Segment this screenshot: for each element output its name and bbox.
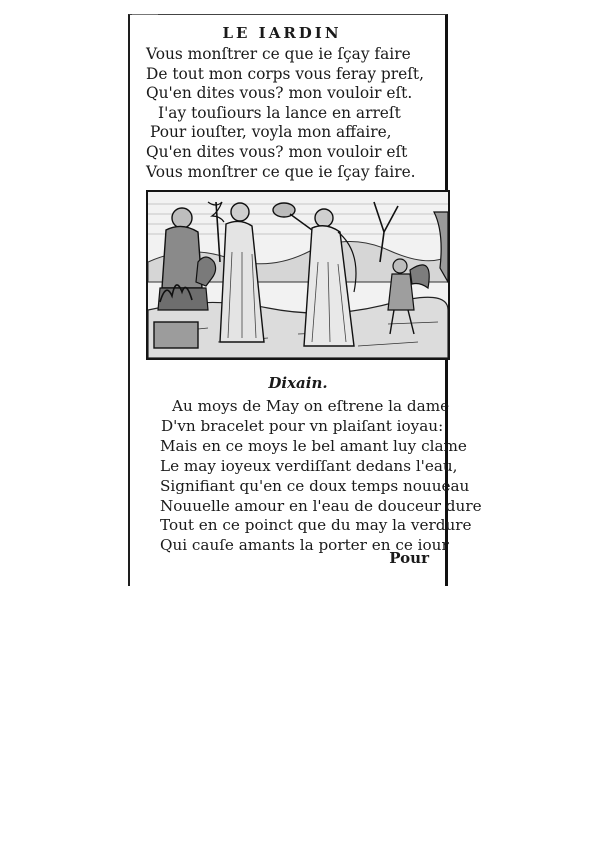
verse-line: Qu'en dites vous? mon vouloir eſt.: [146, 84, 413, 103]
verse-line: Qui cauſe amants la porter en ce iour: [160, 536, 449, 555]
verse-line: Vous monſtrer ce que ie ſçay faire: [146, 45, 411, 63]
verse-line: Mais en ce moys le bel amant luy clame: [160, 436, 467, 455]
verse-line: De tout mon corps vous feray preſt,: [146, 64, 425, 83]
verse-line: Pour iouſter, voyla mon affaire,: [150, 123, 392, 142]
verse-line: Qu'en dites vous? mon vouloir eſt: [146, 142, 408, 161]
verse-line: Signifiant qu'en ce doux temps nouueau: [160, 476, 470, 495]
verse-line: Le may ioyeux verdiſſant dedans l'eau,: [160, 456, 458, 475]
top-verse: [146, 45, 424, 182]
verse-line: D'vn bracelet pour vn plaiſant ioyau:: [161, 416, 444, 435]
running-head: LE IARDIN: [222, 24, 342, 42]
verse-line: Au moys de May on eſtrene la dame: [172, 397, 450, 415]
verse-line: Vous monſtrer ce que ie ſçay faire.: [146, 162, 416, 181]
verse-line: I'ay touſiours la lance en arreſt: [158, 103, 401, 122]
section-title: Dixain.: [268, 374, 328, 392]
verse-line: Nouuelle amour en l'eau de douceur dure: [160, 496, 482, 515]
catchword: Pour: [389, 549, 429, 567]
woodcut-scene: [148, 192, 448, 358]
bottom-verse: [160, 397, 482, 556]
verse-line: Tout en ce poinct que du may la verdure: [160, 516, 472, 535]
woodcut-illustration: [146, 190, 450, 360]
page-edge-mark: [132, 14, 158, 21]
